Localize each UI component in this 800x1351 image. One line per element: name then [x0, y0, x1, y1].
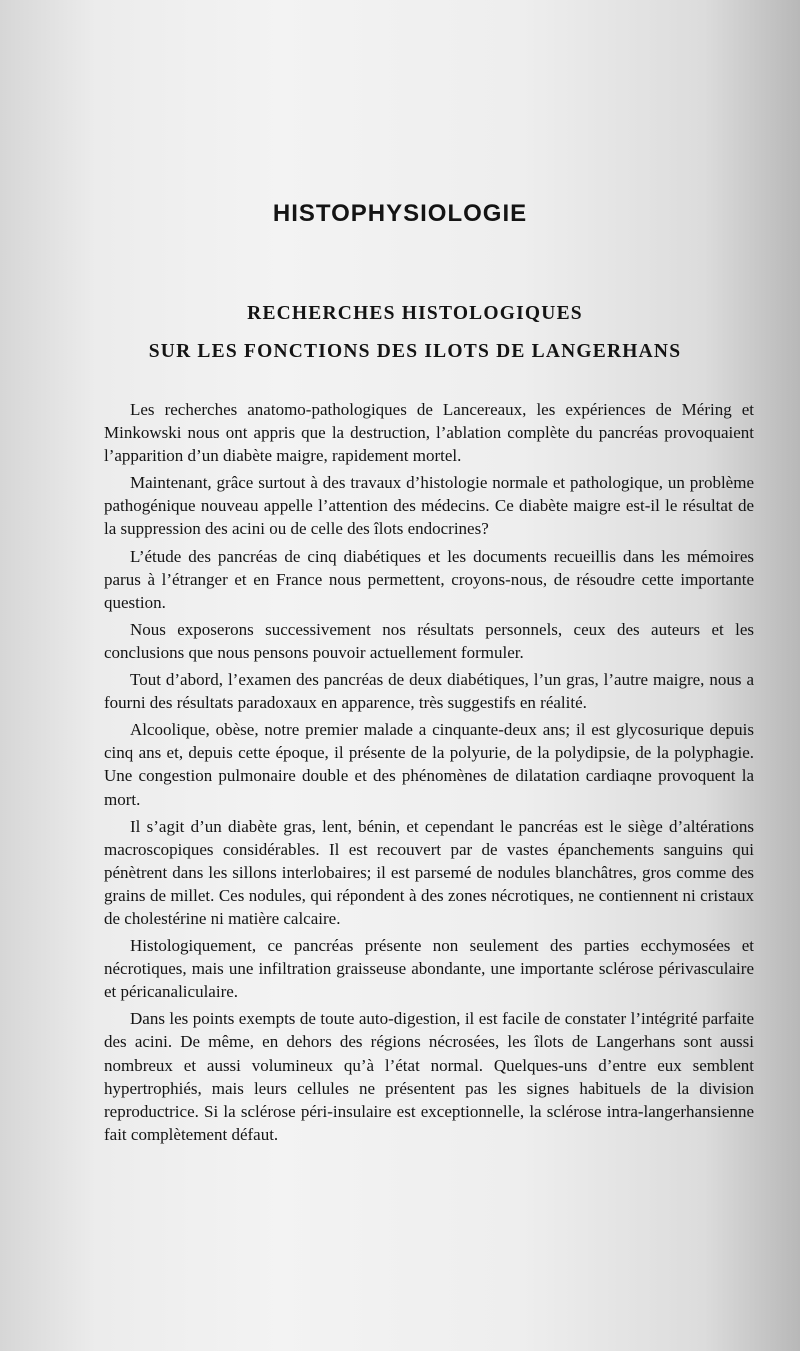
paragraph-9: Dans les points exempts de toute auto-digestion, il est facile de constater l’intégrité parfaite des acini. De même, en dehors des régions nécrosées, les îlots de Langerhans sont aussi nombreux et aussi volumineux qu’à l’état normal. Quelques-uns d’entre eux semblent hypertrophiés, mais leurs cellules ne présentent pas les signes habituels de la division reproductrice. Si la sclérose péri-insulaire est exceptionnelle, la sclérose intra-langerhansienne fait complètement défaut. — [104, 1009, 754, 1144]
section-heading-line-2: SUR LES FONCTIONS DES ILOTS DE LANGERHANS — [148, 341, 682, 362]
paragraph-8: Histologiquement, ce pancréas présente non seulement des parties ecchymosées et nécrotiques, mais une infiltration graisseuse abondante, une importante sclérose périvasculaire et péricanaliculaire. — [104, 936, 754, 1002]
paragraph-1: Les recherches anatomo-pathologiques de Lancereaux, les expériences de Méring et Minkowski nous ont appris que la destruction, l’ablation complète du pancréas provoquaient l’apparition d’un diabète maigre, rapidement mortel. — [104, 400, 754, 466]
body-text — [104, 398, 754, 1150]
paragraph-4: Nous exposerons successivement nos résultats personnels, ceux des auteurs et les conclusions que nous pensons pouvoir actuellement formuler. — [104, 619, 754, 662]
paragraph-5: Tout d’abord, l’examen des pancréas de deux diabétiques, l’un gras, l’autre maigre, nous a fourni des résultats paradoxaux en apparence, très suggestifs en réalité. — [104, 670, 754, 713]
page-title: HISTOPHYSIOLOGIE — [272, 200, 528, 227]
paragraph-6: Alcoolique, obèse, notre premier malade a cinquante-deux ans; il est glycosurique depuis cinq ans et, depuis cette époque, il présente de la polyurie, de la polydipsie, de la polyphagie. Une congestion pulmonaire double et des phénomènes de dilatation cardiaqne provoquent la mort. — [104, 720, 754, 809]
paragraph-2: Maintenant, grâce surtout à des travaux d’histologie normale et pathologique, un problème pathogénique nouveau appelle l’attention des médecins. Ce diabète maigre est-il le résultat de la suppression des acini ou de celle des îlots endocrines? — [104, 473, 754, 539]
paragraph-3: L’étude des pancréas de cinq diabétiques et les documents recueillis dans les mémoires parus à l’étranger et en France nous permettent, croyons-nous, de résoudre cette importante question. — [104, 546, 754, 612]
paragraph-7: Il s’agit d’un diabète gras, lent, bénin, et cependant le pancréas est le siège d’altérations macroscopiques considérables. Il est recouvert par de vastes épanchements sanguins qui pénètrent dans les sillons interlobaires; il est parsemé de nodules blanchâtres, gros comme des grains de millet. Ces nodules, qui répondent à des zones nécrotiques, ne contiennent ni cristaux de cholestérine ni matière calcaire. — [104, 816, 754, 928]
section-heading-line-1: RECHERCHES HISTOLOGIQUES — [247, 303, 583, 324]
